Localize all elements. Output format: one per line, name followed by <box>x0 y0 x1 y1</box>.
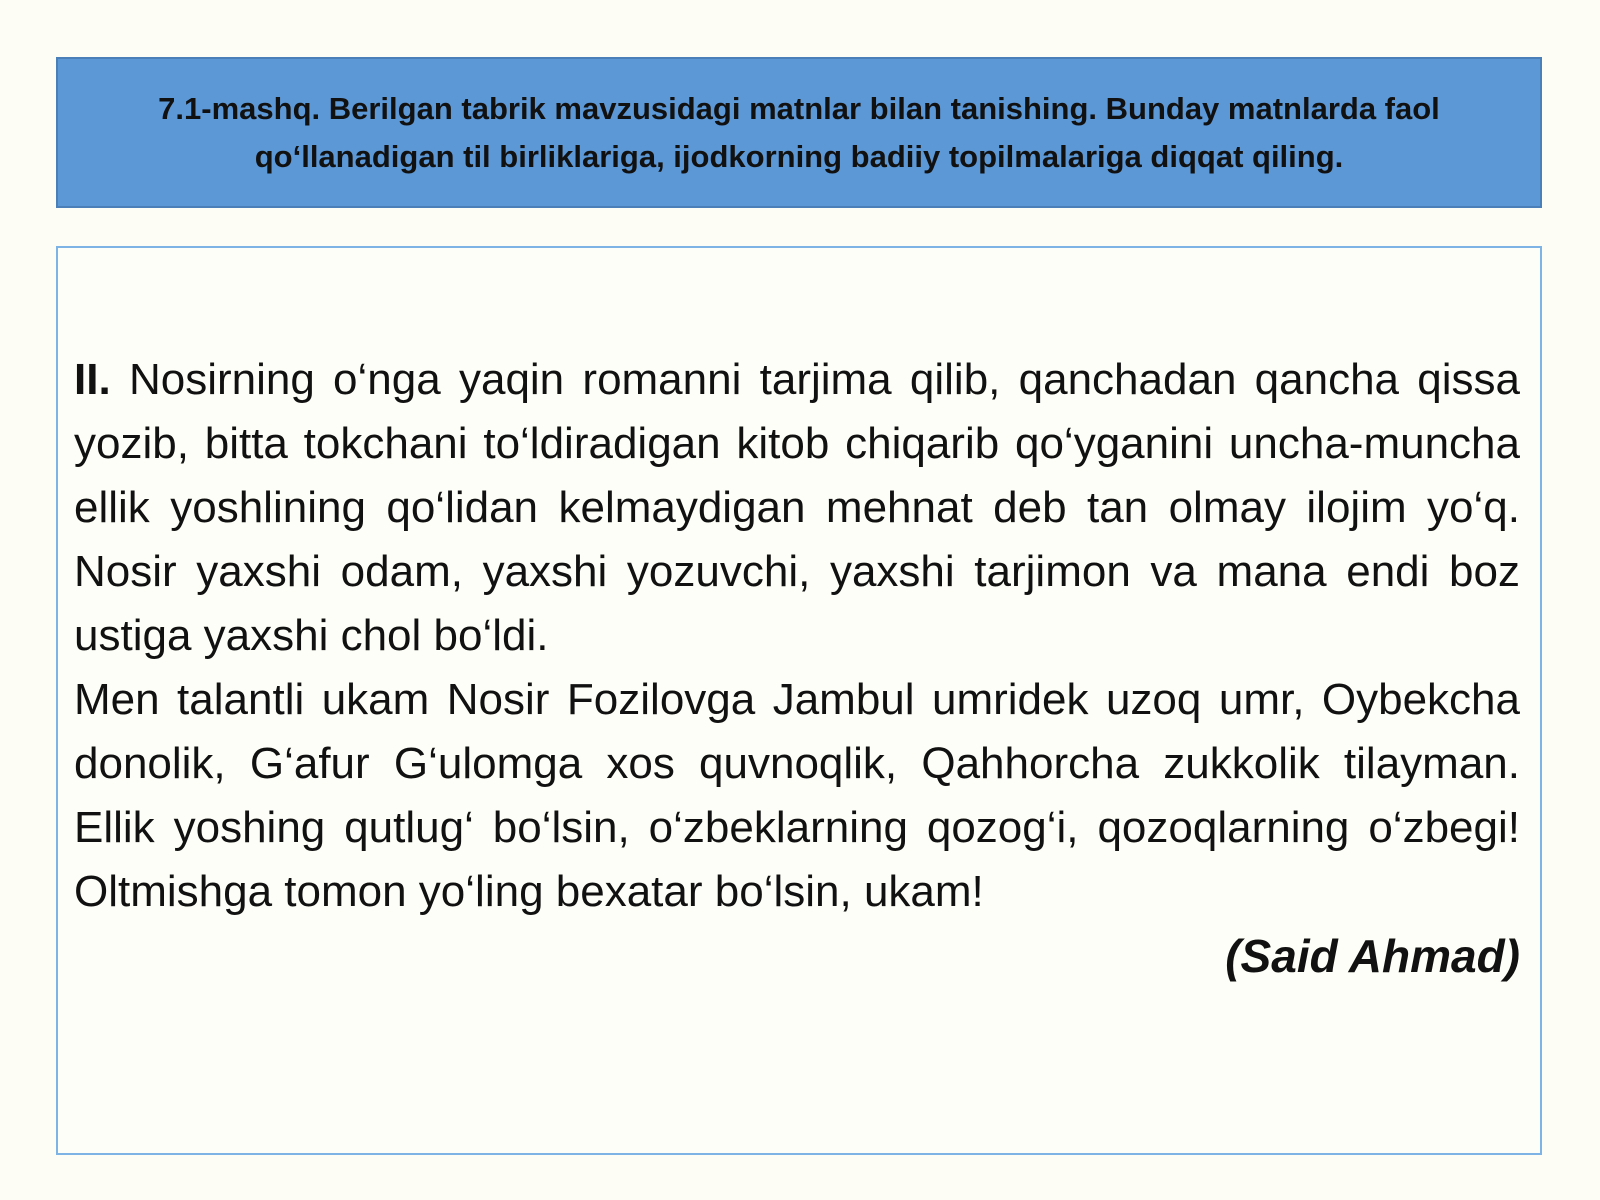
paragraph-one-text: Nosirning o‘nga yaqin romanni tarjima qilib, qanchadan qancha qissa yozib, bitta tokchani to‘ldiradigan kitob chiqarib qo‘yganini uncha-muncha ellik yoshlining qo‘lidan kelmaydigan mehnat deb tan olmay ilojim yo‘q. Nosir yaxshi odam, yaxshi yozuvchi, yaxshi tarjimon va mana endi boz ustiga yaxshi chol bo‘ldi. <box>74 355 1520 660</box>
paragraph-two: Men talantli ukam Nosir Fozilovga Jambul umridek uzoq umr, Oybekcha donolik, G‘afur G‘ulomga xos quvnoqlik, Qahhorcha zukkolik tilayman. Ellik yoshing qutlug‘ bo‘lsin, o‘zbeklarning qozog‘i, qozoqlarning o‘zbegi! Oltmishga tomon yo‘ling bexatar bo‘lsin, ukam! <box>74 675 1520 916</box>
section-marker: II. <box>74 355 111 404</box>
author-signature: (Said Ahmad) <box>1225 930 1520 982</box>
instruction-text: 7.1-mashq. Berilgan tabrik mavzusidagi matnlar bilan tanishing. Bunday matnlarda faol qo‘llanadigan til birliklariga, ijodkorning badiiy topilmalariga diqqat qiling. <box>158 90 1440 174</box>
paragraph-one <box>74 348 1520 668</box>
text-panel <box>56 246 1542 1155</box>
instruction-banner <box>56 57 1542 208</box>
